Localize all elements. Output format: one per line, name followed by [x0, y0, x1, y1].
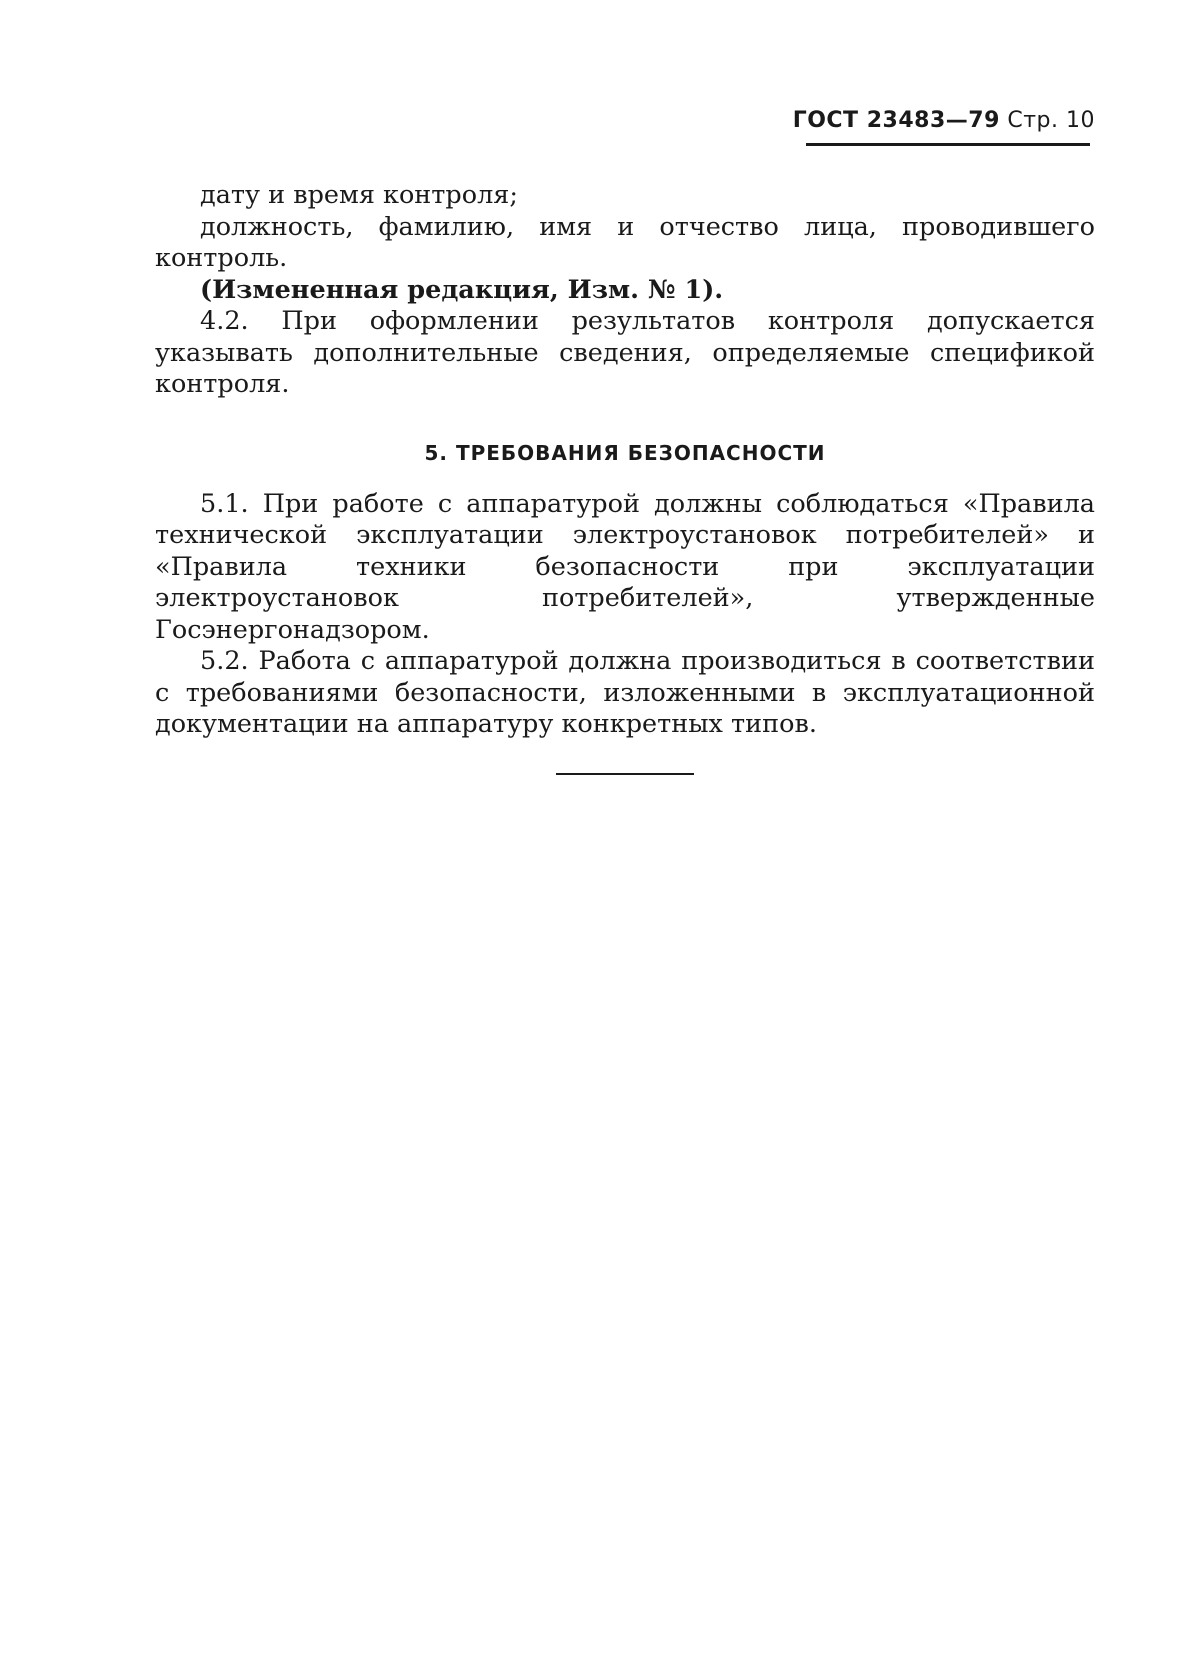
paragraph-amendment-note: (Измененная редакция, Изм. № 1).	[200, 274, 724, 305]
paragraph-5-1: 5.1. При работе с аппаратурой должны соблюдаться «Правила технической эксплуатации электроустановок потребителей» и «Правила техники безопасности при эксплуатации электроустановок потребителей», утвержденные Госэнергонадзором.	[155, 488, 1095, 645]
standard-code: ГОСТ 23483—79	[792, 108, 1000, 133]
end-rule	[556, 773, 694, 775]
paragraph-position-name: должность, фамилию, имя и отчество лица, проводившего контроль.	[155, 211, 1095, 273]
page-number: Стр. 10	[1007, 108, 1095, 133]
header-rule	[806, 143, 1090, 146]
paragraph-4-2: 4.2. При оформлении результатов контроля допускается указывать дополнительные сведения, определяемые спецификой контроля.	[155, 306, 1095, 399]
body-text	[155, 180, 1095, 741]
page-header	[793, 108, 1095, 133]
paragraph-date-time: дату и время контроля;	[200, 180, 518, 210]
paragraph-5-2: 5.2. Работа с аппаратурой должна производиться в соответствии с требованиями безопасности, изложенными в эксплуатационной документации на аппаратуру конкретных типов.	[155, 646, 1095, 739]
section-5-title: 5. ТРЕБОВАНИЯ БЕЗОПАСНОСТИ	[424, 440, 826, 465]
